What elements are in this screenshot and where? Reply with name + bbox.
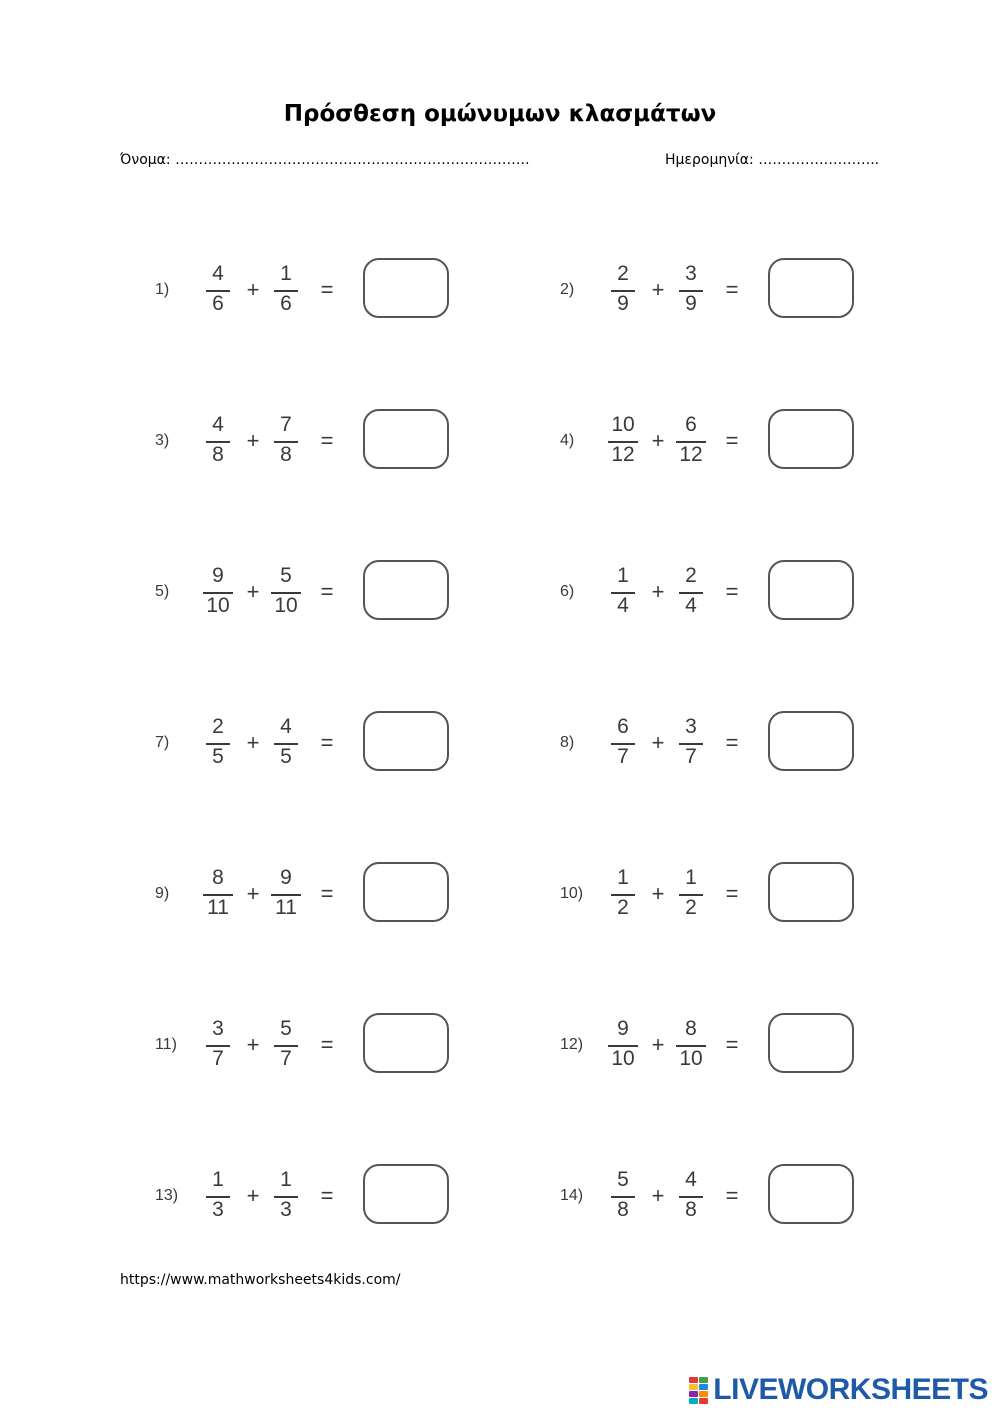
answer-box[interactable] bbox=[363, 258, 449, 318]
answer-box[interactable] bbox=[363, 862, 449, 922]
numerator: 2 bbox=[685, 564, 697, 587]
problem-item bbox=[560, 557, 920, 627]
first-fraction bbox=[198, 863, 238, 925]
problem-item bbox=[155, 708, 515, 778]
numerator: 1 bbox=[280, 1168, 292, 1191]
logo-tile bbox=[699, 1398, 708, 1404]
problem-item bbox=[155, 1161, 515, 1231]
problem-number: 10) bbox=[560, 885, 584, 902]
first-fraction bbox=[603, 410, 643, 472]
numerator: 9 bbox=[280, 866, 292, 889]
problem-number: 12) bbox=[560, 1036, 584, 1053]
denominator: 10 bbox=[274, 594, 298, 617]
plus-sign: + bbox=[651, 881, 665, 906]
second-fraction bbox=[671, 1165, 711, 1227]
answer-box[interactable] bbox=[363, 1164, 449, 1224]
problem-item bbox=[155, 406, 515, 476]
denominator: 10 bbox=[206, 594, 230, 617]
numerator: 8 bbox=[685, 1017, 697, 1040]
numerator: 5 bbox=[280, 564, 292, 587]
equals-sign: = bbox=[725, 1183, 739, 1208]
denominator: 4 bbox=[617, 594, 629, 617]
numerator: 7 bbox=[280, 413, 292, 436]
denominator: 10 bbox=[611, 1047, 635, 1070]
problem-number: 3) bbox=[155, 432, 170, 449]
denominator: 7 bbox=[212, 1047, 224, 1070]
numerator: 2 bbox=[617, 262, 629, 285]
logo-tile bbox=[689, 1377, 698, 1383]
problem-item bbox=[560, 1161, 920, 1231]
problem-item bbox=[560, 255, 920, 325]
problem-number: 8) bbox=[560, 734, 575, 751]
numerator: 8 bbox=[212, 866, 224, 889]
denominator: 8 bbox=[617, 1198, 629, 1221]
numerator: 10 bbox=[611, 413, 635, 436]
problem-item bbox=[560, 1010, 920, 1080]
answer-box[interactable] bbox=[768, 1013, 854, 1073]
source-link[interactable]: https://www.mathworksheets4kids.com/ bbox=[120, 1272, 401, 1288]
problem-item bbox=[155, 557, 515, 627]
plus-sign: + bbox=[651, 428, 665, 453]
denominator: 12 bbox=[679, 443, 703, 466]
problem-item bbox=[155, 859, 515, 929]
logo-tile bbox=[699, 1384, 708, 1390]
name-field[interactable]: Όνομα: …………………………………………………………………. bbox=[120, 152, 530, 168]
problem-number: 1) bbox=[155, 281, 170, 298]
denominator: 7 bbox=[280, 1047, 292, 1070]
numerator: 3 bbox=[212, 1017, 224, 1040]
numerator: 4 bbox=[212, 262, 224, 285]
equals-sign: = bbox=[725, 579, 739, 604]
plus-sign: + bbox=[246, 1183, 260, 1208]
answer-box[interactable] bbox=[363, 711, 449, 771]
second-fraction bbox=[671, 712, 711, 774]
plus-sign: + bbox=[246, 1032, 260, 1057]
first-fraction bbox=[603, 863, 643, 925]
second-fraction bbox=[266, 1165, 306, 1227]
first-fraction bbox=[198, 410, 238, 472]
equals-sign: = bbox=[320, 1183, 334, 1208]
plus-sign: + bbox=[651, 579, 665, 604]
date-field[interactable]: Ημερομηνία: …………………….. bbox=[665, 152, 880, 168]
numerator: 3 bbox=[685, 262, 697, 285]
equals-sign: = bbox=[320, 579, 334, 604]
denominator: 3 bbox=[212, 1198, 224, 1221]
second-fraction bbox=[266, 1014, 306, 1076]
denominator: 5 bbox=[280, 745, 292, 768]
answer-box[interactable] bbox=[768, 1164, 854, 1224]
denominator: 6 bbox=[212, 292, 224, 315]
logo-tile bbox=[689, 1384, 698, 1390]
second-fraction bbox=[671, 410, 711, 472]
plus-sign: + bbox=[246, 579, 260, 604]
first-fraction bbox=[603, 259, 643, 321]
equals-sign: = bbox=[725, 881, 739, 906]
denominator: 6 bbox=[280, 292, 292, 315]
denominator: 9 bbox=[685, 292, 697, 315]
plus-sign: + bbox=[651, 277, 665, 302]
second-fraction bbox=[266, 410, 306, 472]
first-fraction bbox=[603, 712, 643, 774]
second-fraction bbox=[671, 259, 711, 321]
answer-box[interactable] bbox=[363, 560, 449, 620]
problem-item bbox=[155, 1010, 515, 1080]
second-fraction bbox=[266, 863, 306, 925]
numerator: 1 bbox=[280, 262, 292, 285]
answer-box[interactable] bbox=[768, 258, 854, 318]
second-fraction bbox=[266, 712, 306, 774]
brand-text: LIVEWORKSHEETS bbox=[713, 1373, 988, 1406]
first-fraction bbox=[603, 1165, 643, 1227]
numerator: 9 bbox=[212, 564, 224, 587]
second-fraction bbox=[671, 561, 711, 623]
logo-tile bbox=[689, 1391, 698, 1397]
numerator: 6 bbox=[617, 715, 629, 738]
logo-tile bbox=[699, 1391, 708, 1397]
problem-number: 13) bbox=[155, 1187, 179, 1204]
answer-box[interactable] bbox=[768, 711, 854, 771]
numerator: 4 bbox=[212, 413, 224, 436]
second-fraction bbox=[671, 863, 711, 925]
plus-sign: + bbox=[246, 881, 260, 906]
second-fraction bbox=[266, 259, 306, 321]
numerator: 1 bbox=[617, 866, 629, 889]
problem-number: 7) bbox=[155, 734, 170, 751]
numerator: 9 bbox=[617, 1017, 629, 1040]
liveworksheets-logo bbox=[689, 1372, 988, 1408]
liveworksheets-icon bbox=[689, 1377, 709, 1403]
numerator: 3 bbox=[685, 715, 697, 738]
second-fraction bbox=[266, 561, 306, 623]
numerator: 4 bbox=[685, 1168, 697, 1191]
equals-sign: = bbox=[320, 428, 334, 453]
problem-number: 2) bbox=[560, 281, 575, 298]
denominator: 7 bbox=[617, 745, 629, 768]
denominator: 8 bbox=[212, 443, 224, 466]
problem-number: 14) bbox=[560, 1187, 584, 1204]
denominator: 8 bbox=[685, 1198, 697, 1221]
answer-box[interactable] bbox=[768, 862, 854, 922]
problem-item bbox=[560, 406, 920, 476]
numerator: 5 bbox=[280, 1017, 292, 1040]
answer-box[interactable] bbox=[768, 560, 854, 620]
denominator: 3 bbox=[280, 1198, 292, 1221]
problem-item bbox=[560, 708, 920, 778]
answer-box[interactable] bbox=[363, 1013, 449, 1073]
denominator: 11 bbox=[275, 896, 297, 919]
numerator: 6 bbox=[685, 413, 697, 436]
first-fraction bbox=[198, 561, 238, 623]
denominator: 4 bbox=[685, 594, 697, 617]
problem-number: 6) bbox=[560, 583, 575, 600]
plus-sign: + bbox=[651, 1032, 665, 1057]
denominator: 9 bbox=[617, 292, 629, 315]
second-fraction bbox=[671, 1014, 711, 1076]
denominator: 5 bbox=[212, 745, 224, 768]
equals-sign: = bbox=[725, 428, 739, 453]
equals-sign: = bbox=[725, 1032, 739, 1057]
logo-tile bbox=[699, 1377, 708, 1383]
answer-box[interactable] bbox=[768, 409, 854, 469]
numerator: 4 bbox=[280, 715, 292, 738]
problem-number: 11) bbox=[155, 1036, 177, 1053]
numerator: 1 bbox=[212, 1168, 224, 1191]
problem-item bbox=[155, 255, 515, 325]
numerator: 1 bbox=[685, 866, 697, 889]
worksheet-title: Πρόσθεση ομώνυμων κλασμάτων bbox=[283, 101, 717, 127]
equals-sign: = bbox=[320, 1032, 334, 1057]
equals-sign: = bbox=[320, 730, 334, 755]
plus-sign: + bbox=[651, 730, 665, 755]
denominator: 2 bbox=[617, 896, 629, 919]
denominator: 12 bbox=[611, 443, 635, 466]
logo-tile bbox=[689, 1398, 698, 1404]
numerator: 5 bbox=[617, 1168, 629, 1191]
first-fraction bbox=[198, 259, 238, 321]
equals-sign: = bbox=[320, 881, 334, 906]
first-fraction bbox=[198, 1165, 238, 1227]
problem-number: 5) bbox=[155, 583, 170, 600]
numerator: 2 bbox=[212, 715, 224, 738]
equals-sign: = bbox=[725, 730, 739, 755]
problem-number: 9) bbox=[155, 885, 170, 902]
first-fraction bbox=[603, 1014, 643, 1076]
equals-sign: = bbox=[725, 277, 739, 302]
plus-sign: + bbox=[246, 277, 260, 302]
plus-sign: + bbox=[246, 730, 260, 755]
problem-number: 4) bbox=[560, 432, 575, 449]
denominator: 8 bbox=[280, 443, 292, 466]
first-fraction bbox=[198, 712, 238, 774]
denominator: 11 bbox=[207, 896, 229, 919]
plus-sign: + bbox=[651, 1183, 665, 1208]
denominator: 2 bbox=[685, 896, 697, 919]
denominator: 7 bbox=[685, 745, 697, 768]
problem-item bbox=[560, 859, 920, 929]
first-fraction bbox=[603, 561, 643, 623]
equals-sign: = bbox=[320, 277, 334, 302]
denominator: 10 bbox=[679, 1047, 703, 1070]
answer-box[interactable] bbox=[363, 409, 449, 469]
plus-sign: + bbox=[246, 428, 260, 453]
first-fraction bbox=[198, 1014, 238, 1076]
numerator: 1 bbox=[617, 564, 629, 587]
